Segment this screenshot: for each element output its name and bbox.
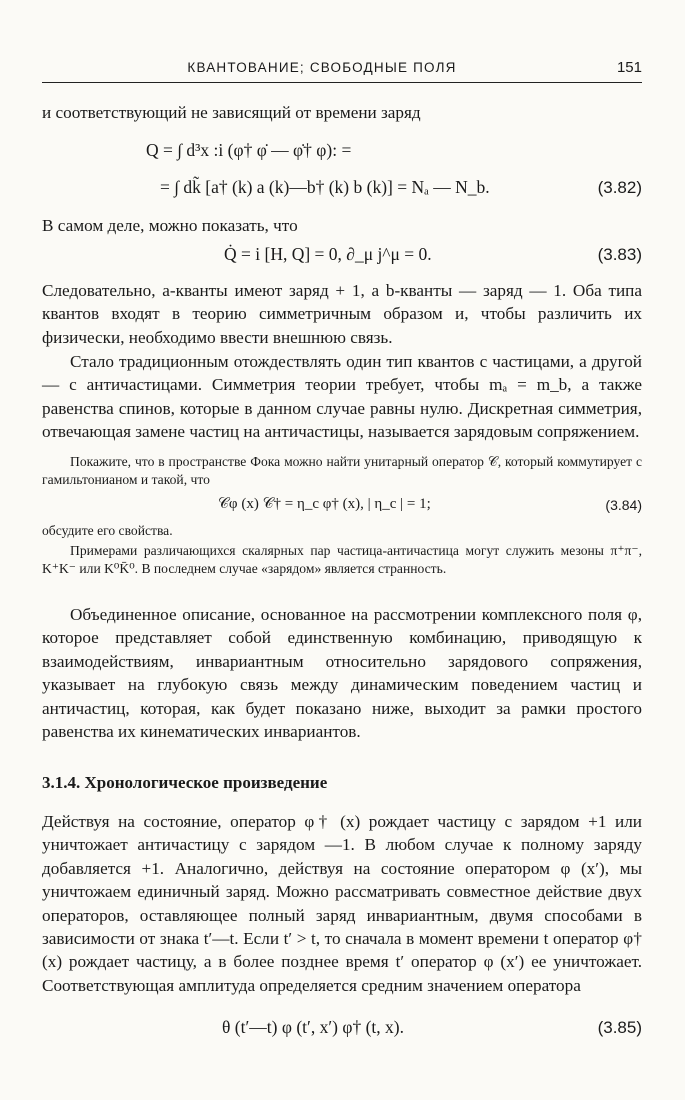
paragraph-acting: Действуя на состояние, оператор φ† (x) рождает частицу с зарядом +1 или уничтожает античастицу с зарядом —1. В любом случае к полному заряду добавляется +1. Аналогично, действуя на состояние оператором φ (x′), мы уничтожаем единичный заряд. Можно рассматривать совместное действие двух операторов, оставляющее полный заряд инвариантным, двумя способами в зависимости от знака t′—t. Если t′ > t, то сначала в момент времени t оператор φ† (x) рождает частицу, а в более позднее время t′ оператор φ (x′) ее уничтожает. Соответствующая амплитуда определяется средним значением оператора bbox=[42, 812, 642, 995]
equation-number-3-84: (3.84) bbox=[605, 497, 642, 513]
paragraph-shown: В самом деле, можно показать, что bbox=[42, 216, 298, 235]
equation-3-85: θ (t′—t) φ (t′, x′) φ† (t, x). bbox=[222, 1017, 404, 1037]
section-number: 3.1.4. bbox=[42, 773, 81, 792]
paragraph-charges: Следовательно, a-кванты имеют заряд + 1, а b-кванты — заряд — 1. Оба типа квантов входят в теорию симметричным образом и, чтобы различить их физически, необходимо ввести внешнюю связь. bbox=[42, 281, 642, 347]
running-title: КВАНТОВАНИЕ; СВОБОДНЫЕ ПОЛЯ bbox=[187, 60, 457, 75]
equation-number-3-82: (3.82) bbox=[597, 178, 642, 197]
equation-number-3-83: (3.83) bbox=[597, 245, 642, 264]
page-header bbox=[42, 58, 642, 83]
equation-3-82-line2: = ∫ dk̃ [a† (k) a (k)—b† (k) b (k)] = Nₐ — N_b. bbox=[160, 177, 490, 197]
page-number: 151 bbox=[616, 59, 642, 76]
intro-line: и соответствующий не зависящий от времени заряд bbox=[42, 103, 421, 122]
equation-3-84: 𝒞φ (x) 𝒞† = η_c φ† (x), | η_c | = 1; bbox=[218, 496, 431, 512]
section-title: Хронологическое произведение bbox=[84, 773, 328, 792]
paragraph-tradition: Стало традиционным отождествлять один тип квантов с частицами, а другой — с античастицами. Симметрия теории требует, чтобы mₐ = m_b, а также равенства спинов, которые в данном случае равны нулю. Дискретная симметрия, отвечающая замене частиц на античастицы, называется зарядовым сопряжением. bbox=[42, 352, 642, 442]
equation-3-82-line1: Q = ∫ d³x :i (φ† φ̇ — φ̇† φ): = bbox=[146, 140, 352, 160]
equation-3-83: Q̇ = i [H, Q] = 0, ∂_μ j^μ = 0. bbox=[224, 244, 432, 264]
paragraph-unified: Объединенное описание, основанное на рассмотрении комплексного поля φ, которое представляет собой единственную комбинацию, приводящую к взаимодействиям, инвариантным относительно зарядового сопряжения, указывает на глубокую связь между динамическим поведением частиц и античастиц, которая, как будет показано ниже, выходит за рамки простого равенства их кинематических инвариантов. bbox=[42, 605, 642, 742]
exercise-text: Покажите, что в пространстве Фока можно найти унитарный оператор 𝒞, который коммутирует с гамильтонианом и такой, что bbox=[42, 454, 642, 488]
section-heading bbox=[42, 773, 327, 793]
equation-number-3-85: (3.85) bbox=[597, 1018, 642, 1037]
exercise-end: обсудите его свойства. bbox=[42, 523, 173, 538]
note-examples: Примерами различающихся скалярных пар частица-античастица могут служить мезоны π⁺π⁻, K⁺K⁻ или K⁰K̄⁰. В последнем случае «зарядом» является странность. bbox=[42, 543, 642, 577]
